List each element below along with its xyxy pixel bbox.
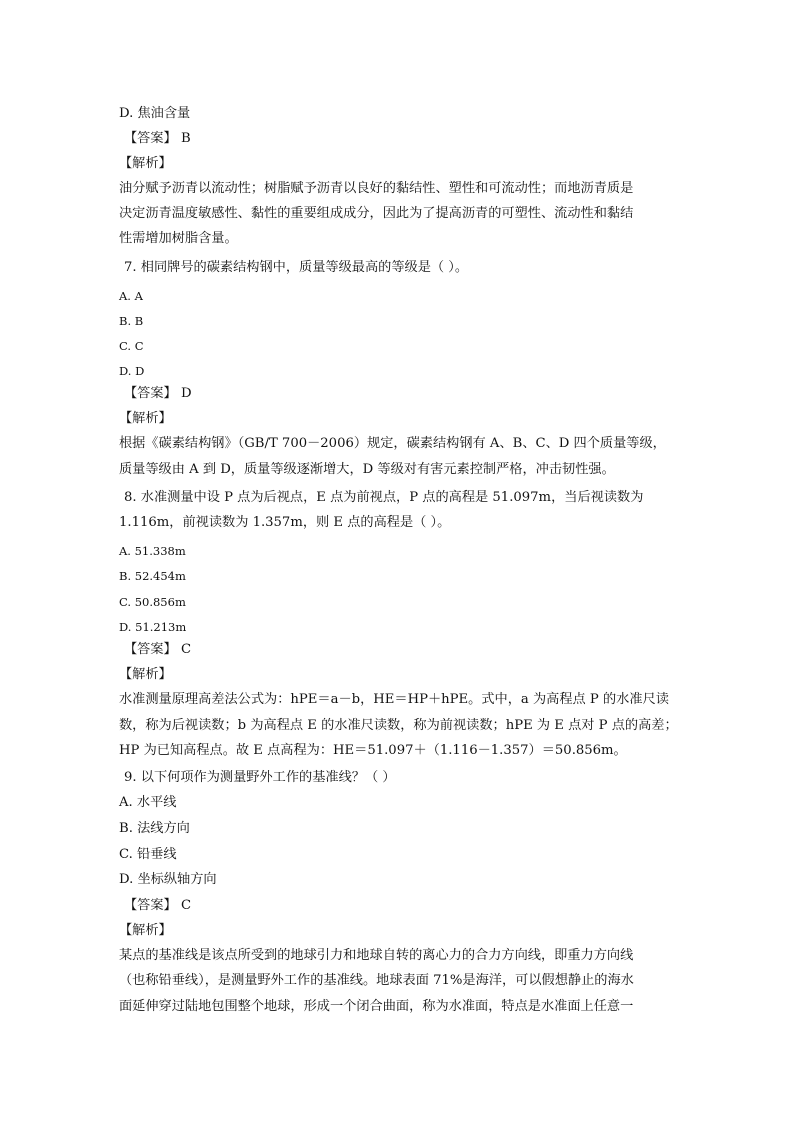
analysis-text: 数，称为后视读数；b 为高程点 E 的水准尺读数，称为前视读数；hPE 为 E 点对 P 点的高差； [119,718,678,733]
analysis-text: HP 为已知高程点。故 E 点高程为：HE＝51.097＋（1.116－1.357）＝50.856m。 [119,743,627,758]
analysis-text: 性需增加树脂含量。 [119,231,238,246]
analysis-text: 质量等级由 A 到 D，质量等级逐渐增大，D 等级对有害元素控制严格，冲击韧性强。 [119,462,615,477]
question-8-cont: 1.116m，前视读数为 1.357m，则 E 点的高程是（ ）。 [119,515,451,530]
question-7: 7. 相同牌号的碳素结构钢中，质量等级最高的等级是（ ）。 [124,260,469,275]
option-b: B. 52.454m [119,569,186,583]
answer-line: 【答案】 C [124,642,192,657]
option-b: B. B [119,314,144,328]
analysis-text: 面延伸穿过陆地包围整个地球，形成一个闭合曲面，称为水准面，特点是水准面上任意一 [119,999,634,1014]
analysis-heading: 【解析】 [119,667,172,682]
analysis-heading: 【解析】 [119,156,172,171]
question-8: 8. 水准测量中设 P 点为后视点，E 点为前视点，P 点的高程是 51.097m，当后视读数为 [124,490,644,505]
answer-line: 【答案】 B [124,131,191,146]
analysis-text: 油分赋予沥青以流动性；树脂赋予沥青以良好的黏结性、塑性和可流动性；而地沥青质是 [119,181,634,196]
option-d: D. 51.213m [119,620,187,634]
option-d: D. D [119,364,145,378]
option-a: A. 51.338m [119,544,186,558]
option-d-line: D. 焦油含量 [119,106,191,121]
question-9: 9. 以下何项作为测量野外工作的基准线？（ ） [124,770,396,785]
analysis-heading: 【解析】 [119,411,172,426]
option-b: B. 法线方向 [119,821,190,836]
option-c: C. C [119,339,144,353]
analysis-text: 决定沥青温度敏感性、黏性的重要组成成分，因此为了提高沥青的可塑性、流动性和黏结 [119,206,634,221]
option-d: D. 坐标纵轴方向 [119,872,217,887]
answer-line: 【答案】 D [124,386,192,401]
analysis-text: （也称铅垂线），是测量野外工作的基准线。地球表面 71%是海洋，可以假想静止的海水 [119,973,634,988]
option-a: A. A [119,289,143,303]
analysis-text: 某点的基准线是该点所受到的地球引力和地球自转的离心力的合力方向线，即重力方向线 [119,948,634,963]
analysis-heading: 【解析】 [119,923,172,938]
option-c: C. 铅垂线 [119,847,177,862]
analysis-text: 水准测量原理高差法公式为：hPE＝a－b，HE＝HP＋hPE。式中，a 为高程点 P 的水准尺读 [119,692,669,707]
option-c: C. 50.856m [119,595,186,609]
analysis-text: 根据《碳素结构钢》（GB/T 700－2006）规定，碳素结构钢有 A、B、C、D 四个质量等级， [119,436,666,451]
answer-line: 【答案】 C [124,898,192,913]
option-a: A. 水平线 [119,795,177,810]
